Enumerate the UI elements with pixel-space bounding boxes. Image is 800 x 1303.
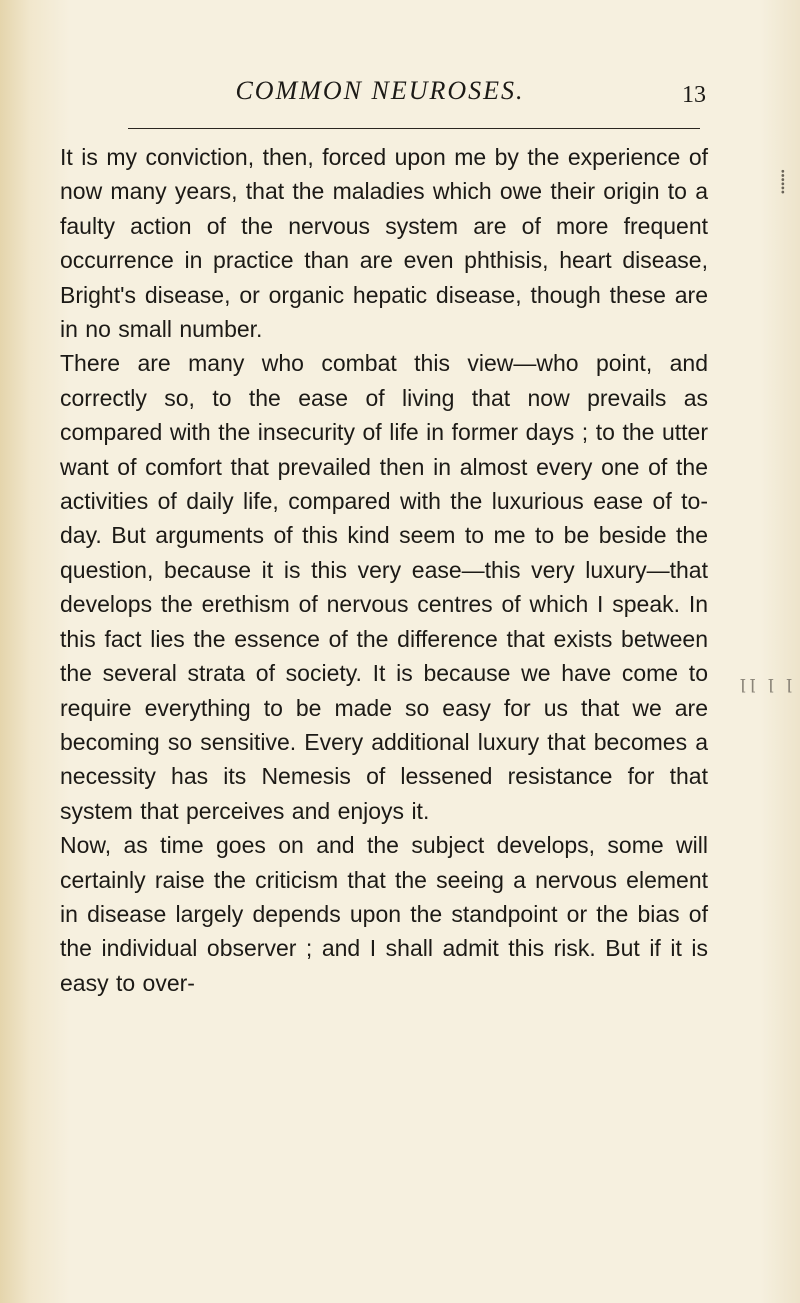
paragraph: It is my conviction, then, forced upon me by the experience of now many years, that the maladies which owe their origin to a faulty action of the nervous system are of more frequent occurrence in practice than are even phthisis, heart disease, Bright's disease, or organic hepatic disease, though these are in no small number. <box>60 144 708 343</box>
paragraph: There are many who combat this view—who point, and correctly so, to the ease of living that now prevails as compared with the insecurity of life in former days ; to the utter want of comfort that prevailed then in almost every one of the activities of daily life, compared with the luxurious ease of to-day. But arguments of this kind seem to me to be beside the question, because it is this very ease—this very luxury—that develops the erethism of nervous centres of which I speak. In this fact lies the essence of the difference that exists between the several strata of society. It is because we have come to require everything to be made so easy for us that we are becoming so sensitive. Every additional luxury that becomes a necessity has its Nemesis of lessened resistance for that system that perceives and enjoys it. <box>60 350 708 824</box>
header-rule <box>128 128 700 129</box>
paragraph: Now, as time goes on and the subject develops, some will certainly raise the criticism that the seeing a nervous element in disease largely depends upon the standpoint or the bias of the individual observer ; and I shall admit this risk. But if it is easy to over- <box>60 832 708 996</box>
page-number: 13 <box>682 82 706 108</box>
running-title: COMMON NEUROSES. <box>235 76 525 105</box>
body-text <box>60 140 708 1000</box>
page-header <box>60 70 706 110</box>
margin-bleed-mark: ꞁꞁ ꞁ ꞁ <box>740 672 797 692</box>
margin-stain-mark: ⸽ <box>780 169 786 194</box>
